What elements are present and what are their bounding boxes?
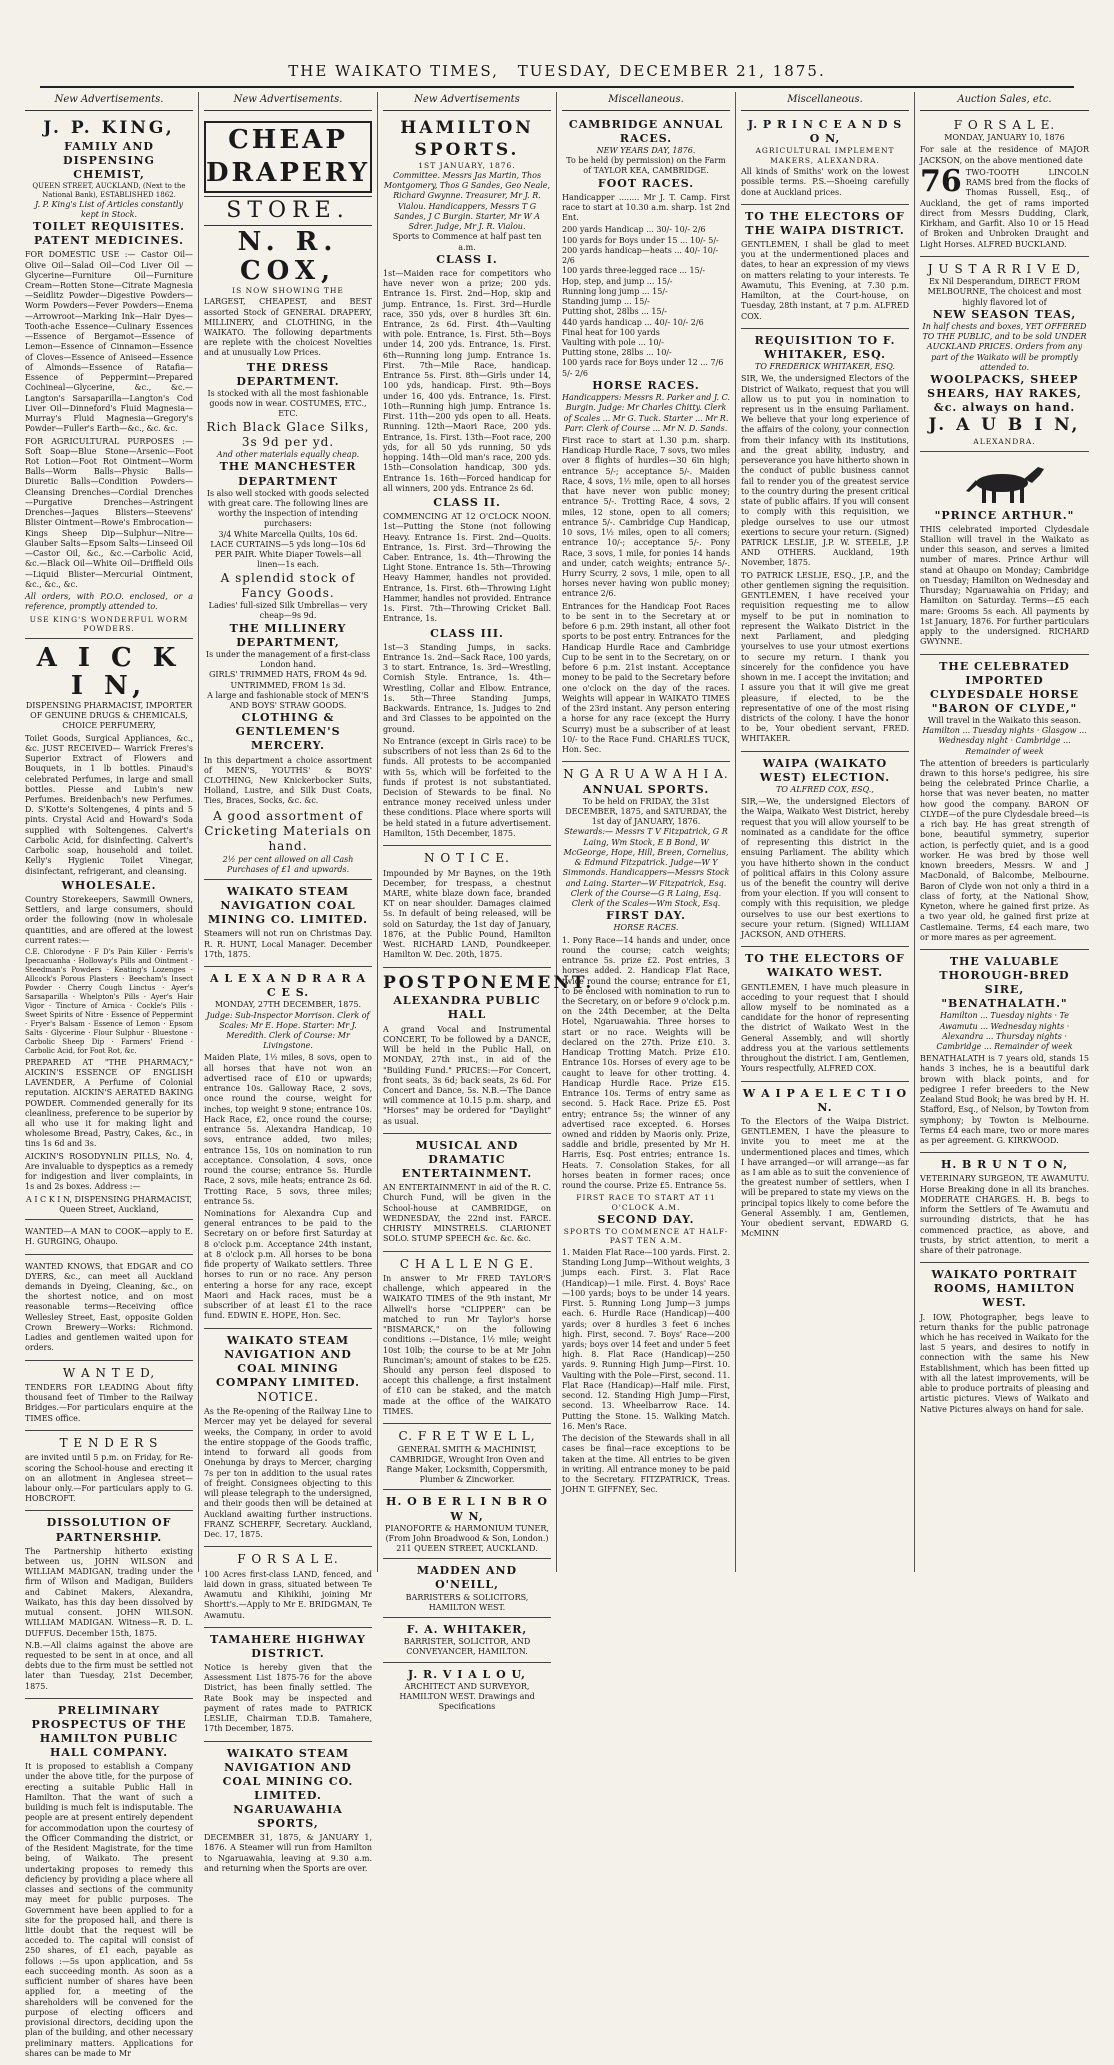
tenders-advert bbox=[25, 1433, 193, 1512]
ad-subtitle: IS NOW SHOWING THE bbox=[232, 285, 344, 295]
ad-body: Sports to Commence at half past ten a.m. bbox=[392, 232, 542, 252]
ad-body: DECEMBER 31, 1875, & JANUARY 1, 1876. A Steamer will run from Hamilton to Ngaruawahia, leaving at 9.30 a.m. and returning when the Sports are over. bbox=[204, 1833, 372, 1873]
ad-body: Is also well stocked with goods selected with great care. The following lines are worthy the inspection of intending purchasers: bbox=[206, 488, 370, 529]
ad-schedule: Hamilton ... Tuesday nights · Te Awamutu ... Wednesday nights · Alexandra ... Thursday nights · Cambridge ... Remainder of week bbox=[936, 1011, 1073, 1051]
prospectus-advert bbox=[25, 1701, 193, 2065]
ad-body: Nominations for Alexandra Cup and general entrances to be paid to the Secretary on or before first Saturday at 8 o'clock p.m. Acceptance 24th instant, at 8 o'clock p.m. All horses to be bona fide property of Waikato settlers. Three horses to run or no race. Any person entering a horse for any race, except Maori and Hack races, must be a subscriber of at least £1 to the race fund. EDWIN E. HOPE, Hon. Sec. bbox=[204, 1209, 372, 1321]
ad-body: ARCHITECT AND SURVEYOR, HAMILTON WEST. Drawings and Specifications bbox=[399, 1681, 535, 1712]
ad-subtitle: Will travel in the Waikato this season. bbox=[927, 715, 1082, 725]
ad-title: WAIPA (WAIKATO WEST) ELECTION. bbox=[759, 756, 891, 784]
table-row: 100 yards three-legged race ... 15/- bbox=[562, 266, 706, 276]
ad-body: GIRLS' TRIMMED HATS, FROM 4s 9d. UNTRIMMED, FROM 1s 3d. bbox=[208, 670, 368, 690]
ad-title: "PRINCE ARTHUR." bbox=[934, 508, 1075, 522]
ad-body: Toilet Goods, Surgical Appliances, &c., &c. JUST RECEIVED— Warrick Freres's Superior Extract of Flowers and Bouquets, in 1 lb bottles. Pinaud's celebrated Perfumes, in large and small bottles. Piesse and Lubin's new Perfumes. Breidenbach's new Perfumes. D. S'Kotte's Soltengenes, 4 pints and 5 pints. Crystal Acid and Howard's Soda supplied with Soltengenes. Calvert's Carbolic Acid, for disinfecting. Calvert's Carbolic soap, household and toilet. Kelly's Hygienic Toilet Vinegar, disinfectant, refrigerant, and cleansing. bbox=[25, 733, 193, 876]
columns bbox=[20, 92, 1098, 2058]
ad-heading: NEW SEASON TEAS, bbox=[932, 307, 1077, 321]
whitaker-advert bbox=[383, 1620, 551, 1663]
challenge-advert bbox=[383, 1254, 551, 1425]
ad-body: AN ENTERTAINMENT in aid of the R. C. Church Fund, will be given in the School-house at CAMBRIDGE, on WEDNESDAY, the 22nd inst. FARCE. CHRISTY MINSTRELS. CLARIONET SOLO. STUMP SPEECH &c. &c. &c. bbox=[383, 1183, 551, 1244]
pound-notice-advert bbox=[383, 848, 551, 967]
waipa-west-election-advert bbox=[741, 754, 909, 948]
ad-heading: WOOLPACKS, SHEEP SHEARS, HAY RAKES, &c. always on hand. bbox=[927, 373, 1082, 415]
vialou-advert bbox=[383, 1665, 551, 1717]
prince-arthur-advert bbox=[920, 454, 1089, 655]
ad-body: To be held on FRIDAY, the 31st DECEMBER, 1875, and SATURDAY, the 1st day of JANUARY, 1876. bbox=[565, 796, 727, 827]
table-row: Putting stone, 28lbs ... 10/- bbox=[562, 348, 672, 358]
ad-body: 1st—3 Standing Jumps, in sacks. Entrance 1s. 2nd—Sack Race, 100 yards, 3 to start. Entrance, 1s. 3rd—Wrestling, Cornish Style. Entrance, 1s. 4th—Wrestling, Collar and Elbow. Entrance, 1s. 5th—Three Standing Jumps, Backwards. Entrance, 1s. Judges to 2nd and 3rd Classes to be appointed on the ground. bbox=[383, 642, 551, 734]
column-header: New Advertisements. bbox=[204, 92, 372, 111]
ad-body: BARRISTERS & SOLICITORS, HAMILTON WEST. bbox=[405, 1592, 529, 1612]
ad-highlight: A splendid stock of Fancy Goods. bbox=[220, 570, 356, 600]
ad-title: F O R S A L E. bbox=[953, 117, 1056, 132]
ad-heading: NGARUAWAHIA SPORTS, bbox=[233, 1802, 343, 1831]
ad-body: And other materials equally cheap. bbox=[216, 450, 360, 460]
ad-body: Entrances for the Handicap Foot Races to be sent in to the Secretary at or before 6 p.m. 29th instant, all other foot sports to be post entry. Entrances for the Handicap Hurdle Race and Cambridge Cup to be sent in to the Secretary, on or before 6 p.m. 21st instant. Acceptance money to be paid to the Secretary before one o'clock on the day of the races. Weights will appear in WAIKATO TIMES of the 23rd instant. Any person entering a horse for any race (except the Hurry Scurry) must be a subscriber of at least 10/- to the Race Fund. CHARLES TUCK, Hon. Sec. bbox=[562, 601, 730, 754]
hamilton-sports-advert bbox=[383, 115, 551, 846]
land-for-sale-advert bbox=[204, 1549, 372, 1628]
ad-date: 1ST JANUARY, 1876. bbox=[418, 161, 516, 171]
ad-title: J. P R I N C E A N D S O N, bbox=[747, 117, 903, 145]
masthead-date: TUESDAY, DECEMBER 21, 1875. bbox=[517, 62, 826, 80]
postponement-advert bbox=[383, 970, 595, 1134]
ad-body: Ex Nil Desperandum, DIRECT FROM MELBOURNE, The choicest and most highly flavored lot of bbox=[927, 277, 1082, 307]
ad-date: MONDAY, 27TH DECEMBER, 1875. bbox=[214, 1000, 362, 1010]
ad-body: In answer to Mr FRED TAYLOR'S challenge, which appeared in the WAIKATO TIMES of the 9th instant, Mr Allwell's horse "CLIPPER" can be matched to run Mr Taylor's horse "BISMARCK," on the following conditions :—Distance, 1½ mile; weight 10st 10lb; the course to be at Mr John Runciman's; amount of stakes to be £25. Should any person feel disposed to accept this challenge, a first instalment of £10 can be staked, and the match made at the office of the WAIKATO TIMES. bbox=[383, 1273, 551, 1416]
ad-body bbox=[920, 163, 1089, 250]
ad-body: VETERINARY SURGEON, TE AWAMUTU. Horse Breaking done in all its branches. MODERATE CHARGES. H. B. begs to inform the Settlers of Te Awamutu and surrounding districts, that he has commenced practice, as above, and trusts, by strict attention, to merit a share of their patronage. bbox=[920, 1174, 1089, 1256]
ad-body: PIANOFORTE & HARMONIUM TUNER, (From John Broadwood & Son, London.) 211 QUEEN STREET, AUCKLAND. bbox=[385, 1523, 549, 1554]
ad-body: To the Electors of the Waipa District. GENTLEMEN, I have the pleasure to invite you to meet me at the undermentioned places and times, which I have arranged—or will arrange—as far as I am able as to suit the convenience of the greatest number of settlers, when I will be prepared to state my views on the principal topics likely to come before the General Assembly. I am, Gentlemen, Your obedient servant, EDWARD G. McMINN bbox=[741, 1116, 909, 1239]
masthead bbox=[40, 62, 1074, 88]
foot-races-table bbox=[562, 225, 730, 379]
ad-body: WANTED KNOWS, that EDGAR and CO DYERS, &c., can meet all Auckland demands in Dyeing, Cleaning, &c., on the shortest notice, and on most reasonable terms—Receiving office Wellesley Street, East, opposite Golden Crown Brewery—Works: Richmond. Ladies and gentlemen waited upon for orders. bbox=[25, 1261, 193, 1353]
ad-title: TO THE ELECTORS OF WAIKATO WEST. bbox=[745, 952, 905, 980]
ad-body: LACE CURTAINS—5 yds long—10s 6d PER PAIR. White Diaper Towels—all linen—1s each. bbox=[210, 539, 366, 570]
ad-body: A grand Vocal and Instrumental CONCERT, To be followed by a DANCE, Will be held in the Public Hall, on MONDAY, 27th inst., in aid of the "Building Fund." PRICES:—For Concert, front seats, 3s 6d; back seats, 2s 6d. For Concert and Dance, 5s. N.B.—The Dance will commence at 10.15 p.m. sharp, and "Horses" may be ordered for "Daylight" as usual. bbox=[383, 1024, 551, 1126]
ad-heading: CLASS I. bbox=[436, 252, 498, 266]
prince-and-son-advert bbox=[741, 115, 909, 205]
ad-body: Is stocked with all the most fashionable goods now in wear. COSTUMES, ETC., ETC. bbox=[207, 388, 369, 419]
brunton-advert bbox=[920, 1155, 1089, 1263]
ad-schedule: Hamilton ... Tuesday nights · Glasgow ... Wednesday night · Cambridge ... Remainder of week bbox=[922, 726, 1087, 756]
ad-body: First race to start at 1.30 p.m. sharp. Handicap Hurdle Race, 7 sovs, two miles over 8 flights of hurdles—30 6in high; entrance 5/-; acceptance 5/-. Maiden Race, 4 sovs, 1½ mile, open to all horses that have never won public money; entrance 5/-. Trotting Race, 4 sovs, 2 miles, 12 stone, open to all comers; entrance 5/-. Cambridge Cup Handicap, 10 sovs, 1½ miles, open to all comers; entrance 10/-; acceptance 5/-. Pony Race, 3 sovs, 1 mile, for ponies 14 hands and under, catch weights; entrance 5/-. Hurry Scurry, 2 sovs, 1 mile, open to all horses never having won public money; entrance 2/6. bbox=[562, 435, 730, 599]
ad-heading: ALEXANDRA PUBLIC HALL bbox=[393, 994, 541, 1022]
ad-body: 3/4 White Marcella Quilts, 10s 6d. bbox=[218, 529, 358, 539]
ad-title: N G A R U A W A H I A. bbox=[563, 767, 729, 782]
ad-body: Ladies' full-sized Silk Umbrellas— very cheap—9s 9d. bbox=[208, 601, 368, 621]
column-header: New Advertisements bbox=[383, 92, 551, 111]
ad-title: STORE. bbox=[204, 196, 372, 226]
musical-entertainment-advert bbox=[383, 1136, 551, 1252]
ad-title: WAIKATO STEAM NAVIGATION AND COAL MINING COMPANY LIMITED. bbox=[215, 1333, 360, 1389]
ad-body: Impounded by Mr Baynes, on the 19th December, for trespass, a chestnut MARE, white blaze down face, branded KT on near shoulder. Damages claimed 5s. In default of being released, will be sold on Saturday, the 1st day of January, 1876, at the Public Pound, Hamilton West. RICHARD LAND, Poundkeeper. Hamilton W. Dec. 20th, 1875. bbox=[383, 868, 551, 960]
table-row: 100 yards race for Boys under 12 ... 7/6 5/- 2/6 bbox=[562, 358, 724, 378]
column-header: Miscellaneous. bbox=[562, 92, 730, 111]
ad-title: MADDEN AND O'NEILL, bbox=[416, 1564, 518, 1592]
oberlin-advert bbox=[383, 1492, 551, 1559]
ad-title: A L E X A N D R A R A C E S. bbox=[210, 972, 366, 1000]
ad-body: No Entrance (except in Girls race) to be subscribers of not less than 2s 6d to the funds. All protests to be accompanied with 5s, which will be forfeited to the funds if protest is not substantiated. Decision of Stewards to be final. No entrance money received unless under these conditions. Place where sports will be held stated in a future advertisement. Hamilton, 15th December, 1875. bbox=[383, 736, 551, 838]
benathalath-advert bbox=[920, 952, 1089, 1153]
tamahere-advert bbox=[204, 1630, 372, 1742]
ad-subtitle: ANNUAL SPORTS. bbox=[582, 782, 710, 796]
ad-name: "BARON OF CLYDE," bbox=[931, 701, 1078, 715]
ad-heading: FIRST DAY. bbox=[606, 909, 686, 923]
ad-title: J. R. V I A L O U, bbox=[408, 1667, 526, 1681]
madden-advert bbox=[383, 1561, 551, 1618]
ad-note: FIRST RACE TO START AT 11 O'CLOCK A.M. bbox=[576, 1193, 716, 1213]
ad-title: F. A. WHITAKER, bbox=[406, 1622, 528, 1636]
rams-for-sale-advert bbox=[920, 115, 1089, 257]
ad-note: J. P. King's List of Articles constantly kept in Stock. bbox=[34, 199, 183, 219]
ad-title: W A I P A E L E C T I O N. bbox=[742, 1086, 908, 1114]
ad-body: SIR, We, the undersigned Electors of the District of Waikato, request that you will allow us to put you in nomination to represent us in the ensuing Parliament. We believe that your long experience of the affairs of the colony, your connection from their infancy with its institutions, and the great ability, industry, and perseverance you have hitherto shown in the conduct of public business cannot fail to render you of the greatest service to the country during the present critical state of public affairs. If you will consent to comply with this requisition, we pledge ourselves to use our utmost exertions to secure your return. (Signed) PATRICK LESLIE, J.P. W. STEELE, J.P. AND OTHERS. Auckland, 19th November, 1875. bbox=[741, 374, 909, 568]
cambridge-races-advert bbox=[562, 115, 730, 762]
ad-title: HAMILTON SPORTS. bbox=[400, 117, 534, 160]
ad-body: A large and fashionable stock of MEN'S AND BOYS' STRAW GOODS. bbox=[207, 690, 369, 711]
teas-advert bbox=[920, 259, 1089, 452]
ad-number: 76 bbox=[920, 163, 962, 199]
ad-heading: SECOND DAY. bbox=[597, 1212, 695, 1226]
ad-body: Handicapper ........ Mr J. T. Camp. First race to start at 10.30 a.m. sharp. 1st 2nd Ent. bbox=[562, 192, 730, 223]
ad-highlight: A good assortment of Cricketing Materials on hand. bbox=[204, 808, 372, 854]
column-header: Miscellaneous. bbox=[741, 92, 909, 111]
ad-subtitle: FAMILY AND DISPENSING CHEMIST, bbox=[63, 139, 155, 181]
ad-body: Country Storekeepers, Sawmill Owners, Settlers, and large consumers, should order the following (now in wholesale quantities, and are offered at the lowest current rates:— bbox=[25, 894, 193, 945]
ad-title: C H A L L E N G E. bbox=[399, 1256, 535, 1271]
ad-body: Maiden Plate, 1½ miles, 8 sovs, open to all horses that have not won an advertised race of £10 or upwards; entrance 10s. Galloway Race, 2 sovs, once round the course, weight for inches, top weight 9 stone; entrance 10s. Hack Race, £2, once round the course; entrance 5s. Alexandra Handicap, 10 sovs, entrance added, two miles; entrance 15s, 10s on nomination to run acceptance. Consolation, 4 sovs, once round the course; entrance 5s. Hurdle Race, 2 sovs, mile heats; entrance 2s 6d. Trotting Race, 5 sovs, three miles; entrance 5s. bbox=[204, 1053, 372, 1206]
ad-body: 1st—Maiden race for competitors who have never won a prize; 200 yds. Entrance 1s. First. 2nd—Hop, skip and jump. Entrance, 1s. First. 3rd—Hurdle race, 350 yds, over 8 hurdles 3ft 6in. Entrance, 2s 6d. First. 4th—Vaulting with pole. Entrance, 1s. First. 5th—Boys under 14, 200 yds. Entrance, 1s. First. 6th—Running long jump. Entrance 1s. First. 7th—Mile Race, handicap. Entrance 5s. First. 8th—Girls under 14, 100 yds, handicap. First. 9th—Boys under 16, 400 yds. Entrance, 1s. First. 10th—Running high jump. Entrance 1s. First. 11th—200 yds open to all. Heats. Running. 12th—Maori Race, 200 yds. Entrance, 1s. First. 13th—Foot race, 200 yds, for all 50 yds running, 50 yds hopping. 14th—Old man's race, 200 yds. 15th—Consolation handicap, 300 yds. Entrance 1s. 16th—Forced handicap for all winners, 200 yds. Entrance 2s 6d. bbox=[383, 268, 551, 493]
ad-address: QUEEN STREET, AUCKLAND, (Next to the National Bank), ESTABLISHED 1862. bbox=[32, 181, 186, 199]
ad-title: PRELIMINARY PROSPECTUS OF THE HAMILTON PUBLIC HALL COMPANY. bbox=[31, 1703, 187, 1760]
table-row: Vaulting with pole ... 10/- bbox=[562, 338, 664, 348]
ad-title: TO THE ELECTORS OF THE WAIPA DISTRICT. bbox=[745, 209, 905, 237]
ad-heading: CLASS II. bbox=[433, 496, 501, 509]
ad-name: N. R. COX, bbox=[237, 227, 339, 287]
ad-body: As the Re-opening of the Railway Line to Mercer may yet be delayed for several weeks, the Company, in order to avoid the entire stoppage of the Goods traffic, intend to forward all goods from Onehunga by drays to Mercer, charging 7s per ton in addition to the usual rates of freight. Consignees objecting to this will please telegraph to the undersigned, and their goods then will be detained at Auckland awaiting further instructions. FRANZ SCHERFF, Secretary. Auckland, Dec. 17, 1875. bbox=[204, 1407, 372, 1540]
column-6 bbox=[915, 92, 1094, 1572]
ad-body: All orders, with P.O.O. enclosed, or a reference, promptly attended to. bbox=[25, 592, 193, 612]
ad-body: FOR AGRICULTURAL PURPOSES :— Soft Soap—Blue Stone—Arsenic—Foot Rot Lotion—Foot Rot Ointment—Worm Balls—Worm Balls—Physic Balls—Diuretic Balls—Condition Powders—Cleansing Drenches—Cordial Drenches—Purgative Drenches—Astringent Drenches—Jaques Blisters—Steevens' Blister Ointment—Rowe's Embrocation—Kings Sheep Dip—Sulphur—Nitre—Glauber Salts—Epsom Salts—Linseed Oil—Castor Oil, &c., &c.—Carbolic Acid, &c.—Black Oil—White Oil—Driffield Oils—Liquid Blister—Mercurial Ointment, &c., &c., &c. bbox=[25, 436, 193, 589]
ad-body: WANTED—A MAN to COOK—apply to E. H. GURGING, Ohaupo. bbox=[25, 1227, 193, 1247]
ad-subtitle: ALEXANDRA. bbox=[973, 437, 1036, 447]
ad-body: GENTLEMEN, I have much pleasure in acceding to your request that I should allow myself to be nominated as a candidate for the honor of representing the district of Waikato West in the General Assembly, and will shortly address you at the various settlements throughout the district. I am, Gentlemen, Yours respectfully, ALFRED COX. bbox=[741, 982, 909, 1074]
ad-heading: TO ALFRED COX, ESQ., bbox=[776, 784, 874, 794]
ad-body: The decision of the Stewards shall in all cases be final—race exceptions to be taken at the time. All entries to be given in writing. All entrance money to be paid to the Secretary. FITZPATRICK, Treas. JOHN T. GIFFNEY, Sec. bbox=[562, 1434, 730, 1495]
ad-body: BARRISTER, SOLICITOR, AND CONVEYANCER, HAMILTON. bbox=[403, 1637, 531, 1657]
ad-date: NEW YEARS DAY, 1876. bbox=[596, 145, 696, 155]
table-row: Standing jump ... 15/- bbox=[562, 297, 650, 307]
table-row: 200 yards Handicap ... 30/- 10/- 2/6 bbox=[562, 225, 706, 235]
ngaruawahia-steamer-advert bbox=[204, 1744, 372, 1880]
ad-body: All kinds of Smiths' work on the lowest possible terms. P.S.—Shoeing carefully done at Auckland prices. bbox=[741, 167, 909, 197]
ad-title: DISSOLUTION OF PARTNERSHIP. bbox=[46, 1516, 172, 1544]
ad-title: W A N T E D, bbox=[62, 1365, 156, 1380]
waipa-election-advert bbox=[741, 1084, 909, 1246]
ad-title: H. O B E R L I N B R O W N, bbox=[386, 1495, 548, 1523]
dyers-advert bbox=[25, 1257, 193, 1361]
steam-navigation-advert bbox=[204, 882, 372, 967]
ad-heading: THE DRESS DEPARTMENT. bbox=[236, 360, 340, 388]
ad-subtitle: DISPENSING PHARMACIST, IMPORTER OF GENUINE DRUGS & CHEMICALS, CHOICE PERFUMERY, bbox=[25, 700, 193, 731]
ad-heading: HORSE RACES. bbox=[592, 378, 700, 392]
ad-body: LARGEST, CHEAPEST, and BEST assorted Stock of GENERAL DRAPERY, MILLINERY, and CLOTHING, in the WAIKATO. The following departments are replete with the choicest Novelties and at unusually Low Prices. bbox=[204, 297, 372, 358]
ad-officials: Stewards:— Messrs T V Fitzpatrick, G R Laing, Wm Stock, E B Bond, W McGeorge, Hope, Hill, Breen, Cornelius, & Edmund Fitzpatrick. Judge—W Y Simmonds. Handicappers—Messrs Stock and Laing. Starter—W Fitzpatrick, Esq. Clerk of the Course—G R Laing, Esq. Clerk of the Scales—Wm Stock, Esq. bbox=[562, 827, 730, 909]
table-row: 200 yards handicap—heats ... 40/- 10/- 2/6 bbox=[562, 245, 719, 266]
ad-title: F O R S A L E. bbox=[237, 1552, 339, 1567]
horse-illustration bbox=[960, 461, 1050, 505]
ad-heading: NOTICE. bbox=[257, 1389, 319, 1404]
ad-body: N.B.—All claims against the above are requested to be sent in at once, and all debts due to the firm must be settled not later than Tuesday, 21st December, 1875. bbox=[25, 1640, 193, 1691]
ad-title: J U S T A R R I V E D, bbox=[927, 261, 1082, 276]
ad-body: To be held (by permission) on the Farm of TAYLOR KEA, CAMBRIDGE. bbox=[566, 156, 726, 176]
ad-body: For sale at the residence of MAJOR JACKSON, on the above mentioned date bbox=[920, 145, 1089, 165]
ad-body: 1. Pony Race—14 hands and under, once round the course; catch weights; entrance 5s. prize £2. Post entries, 3 horses added. 2. Handicap Flat Race, twice round the course; entrance for £1, to be enclosed with nomination to run to the Secretary, on or before 9 o'clock p.m. on the 24th December, at the Delta Hotel, Ngaruawahia. Three horses to start or no race. Weights will be declared on the 27th. Prize £10. 3. Handicap Trotting Match. Prize £10. Entrance 10s. Horses of every age to be caught to leave for other trotting. 4. Handicap Hurdle Race. Prize £15. Entrance 10s. Terms of entry same as second. 5. Hack Race. Prize £5. Post entry; entrance 5s; the winner of any advertised race excepted. 6. Horses owned and ridden by Maoris only. Prize, saddle and bridle, presented by Mr H. Harris, Esq. Post entries; entrance 1s. Heats. 7. Consolation Stakes, for all horses beaten in former races; once round the course. Prize £5. Entrance 5s. bbox=[562, 935, 730, 1191]
ad-note: SPORTS TO COMMENCE AT HALF-PAST TEN A.M. bbox=[563, 1226, 729, 1246]
ad-title: POSTPONEMENT. bbox=[383, 972, 595, 993]
column-2 bbox=[199, 92, 378, 1873]
ad-body: AICKIN'S ROSODYNLIN PILLS, No. 4, Are invaluable to dyspeptics as a remedy for indigestion and liver complaints, in 1s and 2s boxes. Address :— bbox=[25, 1151, 193, 1192]
ad-officials: Judge: Sub-Inspector Morrison. Clerk of Scales: Mr E. Hope. Starter: Mr J. Meredith. Clerk of Course: Mr Livingstone. bbox=[206, 1010, 370, 1051]
ad-title: C. F R E T W E L L, bbox=[398, 1429, 536, 1444]
portrait-rooms-advert bbox=[920, 1265, 1089, 1421]
ad-signature: A I C K I N, DISPENSING PHARMACIST, Queen Street, Auckland, bbox=[26, 1194, 192, 1214]
waipa-electors-advert bbox=[741, 207, 909, 329]
ad-body: C.E. Chlorodyne · F D's Pain Killer · Ferris's Ipecacuanha · Holloway's Pills and Ointment · Steedman's Powders · Keating's Lozenges · Allcock's Porous Plasters · Beecham's Insect Powder · Cherry Cough Linctus · Ayer's Sarsaparilla · Whelpton's Pills · Ayer's Hair Vigor · Tincture of Arnica · Cockle's Pills · Sweet Spirits of Nitre · Essence of Peppermint · Fryer's Balsam · Essence of Lemon · Epsom Salts · Glycerine · Flour Sulphur · Bluestone · Carbolic Sheep Dip · Farmers' Friend · Carbolic Acid, for Foot Rot, &c. bbox=[25, 948, 193, 1055]
ad-title: T E N D E R S bbox=[59, 1435, 159, 1450]
ad-body: The Partnership hitherto existing between us, JOHN WILSON and WILLIAM MADIGAN, trading under the firm of Wilson and Madigan, Builders and Cabinet Makers, Alexandra, Waikato, has this day been dissolved by mutual consent. JOHN WILSON. WILLIAM MADIGAN. Witness—R. D. L. DUFFUS. December 15th, 1875. bbox=[25, 1546, 193, 1638]
ad-body: In this department a choice assortment of MEN'S, YOUTHS' & BOYS' CLOTHING, New Knickerbocker Suits, Holland, Lustre, and Silk Dust Coats, Ties, Braces, Socks, &c. &c. bbox=[204, 755, 372, 806]
aickin-advert bbox=[25, 641, 193, 1220]
ad-officials: Committee. Messrs Jas Martin, Thos Montgomery, Thos G Sandes, Geo Neale, Richard Gwynne. Treasurer, Mr J. R. Vialou. Handicappers, Messrs T G Sandes, J C Burgin. Starter, Mr W A Sdrer. Judge, Mr J. R. Vialou. bbox=[383, 170, 551, 232]
ad-heading: PATENT MEDICINES. bbox=[33, 234, 184, 248]
ad-body: J. IOW, Photographer, begs leave to return thanks for the public patronage which he has received in Waikato for the last 5 years, and desires to notify in connection with the same his New Establishment, which has been fitted up with all the latest improvements, will be able to produce portraits of pleasing and artistic pictures. Views of Waikato and Native Pictures always on hand for sale. bbox=[920, 1312, 1089, 1414]
ad-body: GENERAL SMITH & MACHINIST, CAMBRIDGE, Wrought Iron Oven and Range Maker, Locksmith, Coppersmith, Plumber & Zincworker. bbox=[386, 1444, 548, 1485]
ad-title: THE CELEBRATED IMPORTED CLYDESDALE HORSE bbox=[930, 659, 1079, 701]
ad-body: THIS celebrated imported Clydesdale Stallion will travel in the Waikato as under this season, and serves a limited number of mares. Prince Arthur will stand at Ohaupo on Monday; Cambridge on Tuesday; Hamilton on Wednesday and Thursday; Ngaruawahia on Friday; and Hamilton on Saturday. Terms—£5 each mare: Grooms 5s each. All payments by 1st January, 1876. For further particulars apply to the undersigned. RICHARD GWYNNE. bbox=[920, 524, 1089, 647]
column-header: New Advertisements. bbox=[25, 92, 193, 111]
column-5 bbox=[736, 92, 915, 1572]
column-4 bbox=[557, 92, 736, 1572]
table-row: 100 yards for Boys under 15 ... 10/- 5/- bbox=[562, 235, 719, 245]
ad-heading: THE MILLINERY DEPARTMENT, bbox=[229, 621, 347, 649]
ad-officials: Handicappers: Messrs R. Parker and J. C. Burgin. Judge: Mr Charles Chitty. Clerk of Scales ... Mr G. Tuck. Starter ... Mr R. Parr. Clerk of Course ... Mr N. D. Sands. bbox=[562, 393, 730, 433]
king-advert bbox=[25, 115, 193, 639]
dissolution-advert bbox=[25, 1513, 193, 1698]
ad-heading: TOILET REQUISITES. bbox=[33, 220, 185, 234]
ad-title: TAMAHERE HIGHWAY DISTRICT. bbox=[210, 1632, 366, 1660]
ad-body: Steamers will not run on Christmas Day. R. R. HUNT, Local Manager. December 17th, 1875. bbox=[204, 929, 372, 959]
ad-title: THE VALUABLE THOROUGH-BRED SIRE, bbox=[939, 954, 1070, 997]
ad-title: CAMBRIDGE ANNUAL RACES. bbox=[568, 117, 724, 145]
ad-title: J. P. KING, bbox=[43, 117, 175, 138]
ad-heading: CLASS III. bbox=[430, 626, 504, 640]
ad-body-text: TWO-TOOTH LINCOLN RAMS bred from the flocks of Thomas Russell, Esq., of Auckland, the get of rams imported direct from Messrs Dudding, Clark, Kirkham, and Garfit. Also 10 or 15 Head of Broken and Unbroken Draught and Light Horses. ALFRED BUCKLAND. bbox=[920, 167, 1089, 249]
column-3 bbox=[378, 92, 595, 1712]
ad-body: Notice is hereby given that the Assessment List 1875-76 for the above District, has been finally settled. The Rate Book may be inspected and payment of rates made to PATRICK LESLIE, Chairman T.D.B. Tamahere, 17th December, 1875. bbox=[204, 1662, 372, 1734]
column-1 bbox=[20, 92, 199, 2058]
ad-heading: HORSE RACES. bbox=[613, 923, 679, 933]
table-row: 440 yards handicap ... 40/- 10/- 2/6 bbox=[562, 317, 704, 327]
ad-body: TO PATRICK LESLIE, ESQ., J.P., and the other gentlemen signing the requisition. GENTLEMEN, I have received your requisition requesting me to allow myself to be put in nomination to represent the Waikato District in the next Parliament, and pledging yourselves to use your utmost exertions to secure my return. I thank you sincerely for the confidence you have shown in me. I accept the invitation; and I assure you that it will give me great pleasure, if elected, to be the representative of one of the most rising districts of the colony. I have the honor to be, Your obedient servant, FRED. WHITAKER. bbox=[741, 570, 909, 744]
waikato-west-electors-advert bbox=[741, 949, 909, 1081]
ad-heading: CLOTHING & GENTLEMEN'S MERCERY. bbox=[235, 711, 341, 753]
ad-body: PREPARED AT "THE PHARMACY," AICKIN'S ESSENCE OF ENGLISH LAVENDER, A Perfume of Colonial reputation. AICKIN'S AERATED BAKING POWDER. Commended generally for its cleanliness, preference to be superior by all who use it for making light and wholesome Bread, Pastry, Cakes, &c., in tins 1s 6d and 3s. bbox=[25, 1057, 193, 1149]
baron-of-clyde-advert bbox=[920, 657, 1089, 950]
ad-title: WAIKATO PORTRAIT ROOMS, HAMILTON WEST. bbox=[931, 1268, 1078, 1310]
ad-heading: FOOT RACES. bbox=[597, 176, 695, 190]
whitaker-requisition-advert bbox=[741, 331, 909, 752]
ad-title: N O T I C E. bbox=[424, 851, 510, 866]
ad-body: COMMENCING AT 12 O'CLOCK NOON. 1st—Putting the Stone (not following Heavy. Entrance 1s. First. 2nd—Quoits. Entrance, 1s. First. 3rd—Throwing the Caber. Entrance, 1s. 4th—Throwing the Light Stone. Entrance 1s. 5th—Throwing Heavy Hammer, handles not provided. Entrance, 1s. First. 6th—Throwing Light Hammer, handles not provided. Entrance 1s. First. 7th—Throwing Cricket Ball. Entrance, 1s. bbox=[383, 512, 551, 624]
ad-note: USE KING'S WONDERFUL WORM POWDERS. bbox=[29, 614, 189, 634]
fretwell-advert bbox=[383, 1426, 551, 1490]
table-row: Running long jump ... 15/- bbox=[562, 286, 668, 296]
ad-heading: TO FREDERICK WHITAKER, ESQ. bbox=[755, 362, 895, 372]
wanted-advert bbox=[25, 1363, 193, 1431]
ad-title: WAIKATO STEAM NAVIGATION COAL MINING CO. LIMITED. bbox=[208, 885, 368, 927]
ad-date: MONDAY, JANUARY 10, 1876 bbox=[944, 133, 1065, 143]
ad-title: CHEAP DRAPERY bbox=[204, 121, 372, 194]
ad-body: TENDERS FOR LEADING About fifty thousand feet of Timber to the Railway Bridges.—For particulars enquire at the TIMES office. bbox=[25, 1383, 193, 1423]
table-row: Hop, step, and jump ... 15/- bbox=[562, 276, 673, 286]
ad-body: FOR DOMESTIC USE :— Castor Oil—Olive Oil—Salad Oil—Cod Liver Oil —Glycerine—Furniture Oil—Furniture Cream—Rotten Stone—Citrate Magnesia—Seidlitz Powder—Digestive Powders—Worm Powders—Fever Powders—Enema—Arrowroot—Marking Ink—Hair Dyes—Tooth-ache Essence—Culinary Essences—Essence of Bergamot—Essence of Lemon—Essence of Cinnamon—Essence of Cloves—Essence of Aniseed—Essence of Almonds—Essence of Ratafia—Essence of Peppermint—Prepared Cochineal—Glycerine, &c., &c.—Langton's Sarsaparilla—Langton's Cod Liver Oil—Dinneford's Fluid Magnesia—Murray's Fluid Magnesia—Gregory's Powder—Fuller's Earth—&c., &c. &c. bbox=[25, 250, 193, 434]
alexandra-races-advert bbox=[204, 969, 372, 1328]
cox-advert bbox=[204, 115, 372, 880]
ad-body: BENATHALATH is 7 years old, stands 15 hands 3 inches, he is a beautiful dark brown with black points, and for pedigree I refer breeders to the New Zealand Stud Book; he was bred by H. H. Stafford, Esq., of Nelson, by Towton from symphony; by Towton is Melbourne. Terms £4 each mare, two or more mares as per agreement. G. KIRKWOOD. bbox=[920, 1054, 1089, 1146]
steam-navigation-notice bbox=[204, 1331, 372, 1548]
ngaruawahia-sports-advert bbox=[562, 764, 730, 1501]
ad-body: Is under the management of a first-class London hand. bbox=[205, 649, 371, 670]
ad-name: "BENATHALATH." bbox=[941, 997, 1068, 1011]
ad-heading: THE MANCHESTER DEPARTMENT bbox=[219, 460, 357, 488]
ad-body: 2½ per cent allowed on all Cash Purchases of £1 and upwards. bbox=[222, 854, 354, 874]
ad-body: It is proposed to establish a Company under the above title, for the purpose of erecting a suitable Public Hall in Hamilton. That the want of such a building is much felt is indisputable. The people are at present entirely dependent for accommodation upon the courtesy of the Officer Commanding the district, or of the Resident Magistrate, for the time being, of Waikato. The present undertaking proposes to remedy this deficiency by providing a place where all classes and sections of the community may meet for public purposes. The Government have been applied to for a site for the proposed hall, and there is little doubt that the request will be acceded to. The capital will consist of 250 shares, of £1 each, payable as follows :—5s upon application, and 5s each succeeding month. As soon as a sufficient number of shares have been applied for, a meeting of the shareholders will be convened for the purpose of electing officers and provisional directors, deciding upon the plan of the building, and other necessary preliminary matters. Applications for shares can be made to Mr bbox=[25, 1762, 193, 2058]
wanted-cook-advert bbox=[25, 1222, 193, 1254]
table-row: Final heat for 100 yards bbox=[562, 327, 660, 337]
masthead-title: THE WAIKATO TIMES, bbox=[288, 62, 499, 80]
ad-body: The attention of breeders is particularly drawn to this horse's pedigree, his sire being the celebrated Prince Charlie, a horse that was never beaten, no matter how good the company. BARON OF CLYDE—of the pure Clydesdale breed—is a rich bay. He has great strength of bone, beautiful symmetry, superior action, is perfectly quiet, and is a good worker. He was bred by those well known breeders, Messrs. W and J MacDonald, of Balcombe, Melbourne. Baron of Clyde won not only a third in a class of forty, at the National Show, Kyneton, where he gained first prize. As a two year old, he gained first prize at Castlemaine. Terms, £4 each mare, two or more mares as per agreement. bbox=[920, 758, 1089, 942]
ad-body: 100 Acres first-class LAND, fenced, and laid down in grass, situated between Te Awamutu and Kihikihi, joining Mr Shortt's.—Apply to Mr E. BRIDGMAN, Te Awamutu. bbox=[204, 1569, 372, 1620]
ad-highlight: Rich Black Glace Silks, 3s 9d per yd. bbox=[206, 419, 370, 449]
ad-body: 1. Maiden Flat Race—100 yards. First. 2. Standing Long Jump—Without weights, 3 jumps each. First. 3. Flat Race (Handicap)—1 mile. First. 4. Boys' Race—100 yards; boys to be under 14 years. First. 5. Running Long Jump—3 jumps each. 6. Hurdle Race (Handicap)—400 yards; over 8 hurdles 3 feet 6 inches high. First, second. 7. Boys' Race—200 yards; boys over 14 feet and under 5 feet high. 8. Flat Race (Handicap)—250 yards. 9. Running High Jump—First. 10. Vaulting with the Pole—First, second. 11. Flat Race (Handicap)—Half mile. First, second. 12. Standing High Jump—First, second. 13. Wheelbarrow Race. 14. Putting the Stone. 15. Walking Match. 16. Men's Race. bbox=[562, 1247, 730, 1431]
ad-body: In half chests and boxes, YET OFFERED TO THE PUBLIC, and to be sold UNDER AUCKLAND PRICES. Orders from any part of the Waikato will be promptly attended to. bbox=[922, 321, 1087, 372]
ad-title: WAIKATO STEAM NAVIGATION AND COAL MINING CO. LIMITED. bbox=[222, 1746, 354, 1802]
column-header: Auction Sales, etc. bbox=[920, 92, 1089, 111]
ad-title: REQUISITION TO F. WHITAKER, ESQ. bbox=[754, 333, 896, 361]
ad-heading: WHOLESALE. bbox=[61, 878, 157, 892]
ad-title: H. B R U N T O N, bbox=[940, 1158, 1069, 1172]
ad-title: MUSICAL AND DRAMATIC ENTERTAINMENT. bbox=[401, 1138, 533, 1181]
table-row: Putting shot, 28lbs ... 15/- bbox=[562, 307, 667, 317]
ad-body: are invited until 5 p.m. on Friday, for Re-scoring the School-house and erecting it on an allotment in Anglesea street—labour only.—For particulars apply to G. HOBCROFT. bbox=[25, 1453, 193, 1504]
ad-title: A I C K I N, bbox=[36, 642, 182, 702]
ad-name: J. A U B I N, bbox=[928, 415, 1081, 436]
ad-body: GENTLEMEN, I shall be glad to meet you at the undermentioned places and dates, to hear an expression of my views on matters relating to your interests. Te Awamutu, This Evening, at 7.30 p.m. Hamilton, at the Court-house, on Tuesday, 28th instant, at 7 p.m. ALFRED COX. bbox=[741, 240, 909, 321]
ad-body: SIR,—We, the undersigned Electors of the Waipa, Waikato West District, hereby request that you will allow yourself to be nominated as a candidate for the office of representing this district in the ensuing Parliament. The ability which you have hitherto shown in the conduct of political affairs in this Colony assure us of the benefit the country will derive from your election. If you will consent to comply with this requisition, we pledge ourselves to use our best exertions to secure your return. (Signed) WILLIAM JACKSON, AND OTHERS. bbox=[741, 797, 909, 940]
ad-subtitle: AGRICULTURAL IMPLEMENT MAKERS, ALEXANDRA. bbox=[755, 145, 895, 165]
